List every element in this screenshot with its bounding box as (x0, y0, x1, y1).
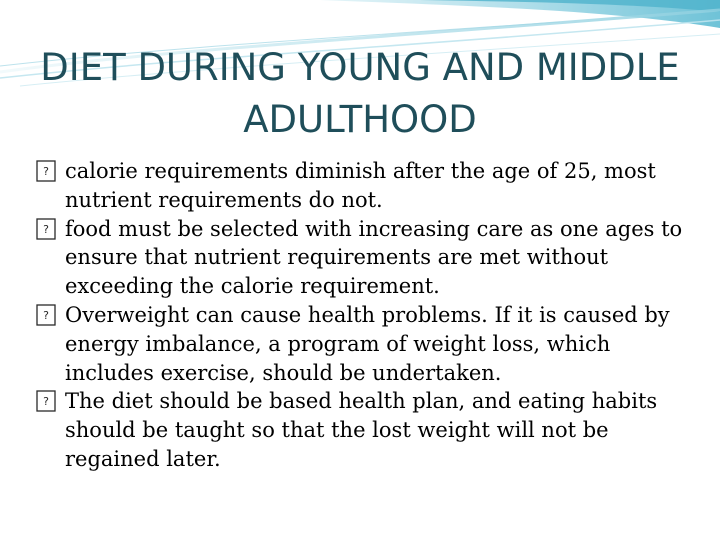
svg-text:?: ? (43, 308, 49, 322)
bullet-item (36, 215, 696, 301)
svg-text:?: ? (43, 222, 49, 236)
svg-text:?: ? (43, 165, 49, 178)
title-line: DIET DURING YOUNG AND MIDDLE (40, 46, 680, 89)
bullet-item (36, 387, 696, 473)
title-line: ADULTHOOD (243, 98, 477, 141)
missing-glyph-box-icon (36, 390, 56, 412)
bullet-text: calorie requirements diminish after the age of 25, most nutrient requirements do not. (65, 159, 656, 212)
bullet-item (36, 157, 696, 215)
bullet-list (36, 157, 696, 474)
missing-glyph-box-icon (36, 304, 56, 326)
missing-glyph-box-icon (36, 218, 56, 240)
bullet-item (36, 301, 696, 387)
bullet-text: The diet should be based health plan, and eating habits should be taught so that the lost weight will not be regained later. (65, 389, 658, 471)
bullet-text: Overweight can cause health problems. If it is caused by energy imbalance, a program of weight loss, which includes exercise, should be undertaken. (65, 302, 670, 385)
svg-text:?: ? (43, 395, 49, 409)
slide-title (0, 42, 720, 146)
bullet-text: food must be selected with increasing care as one ages to ensure that nutrient requirements are met without exceeding the calorie requirement. (65, 216, 683, 299)
missing-glyph-box-icon (36, 160, 56, 182)
